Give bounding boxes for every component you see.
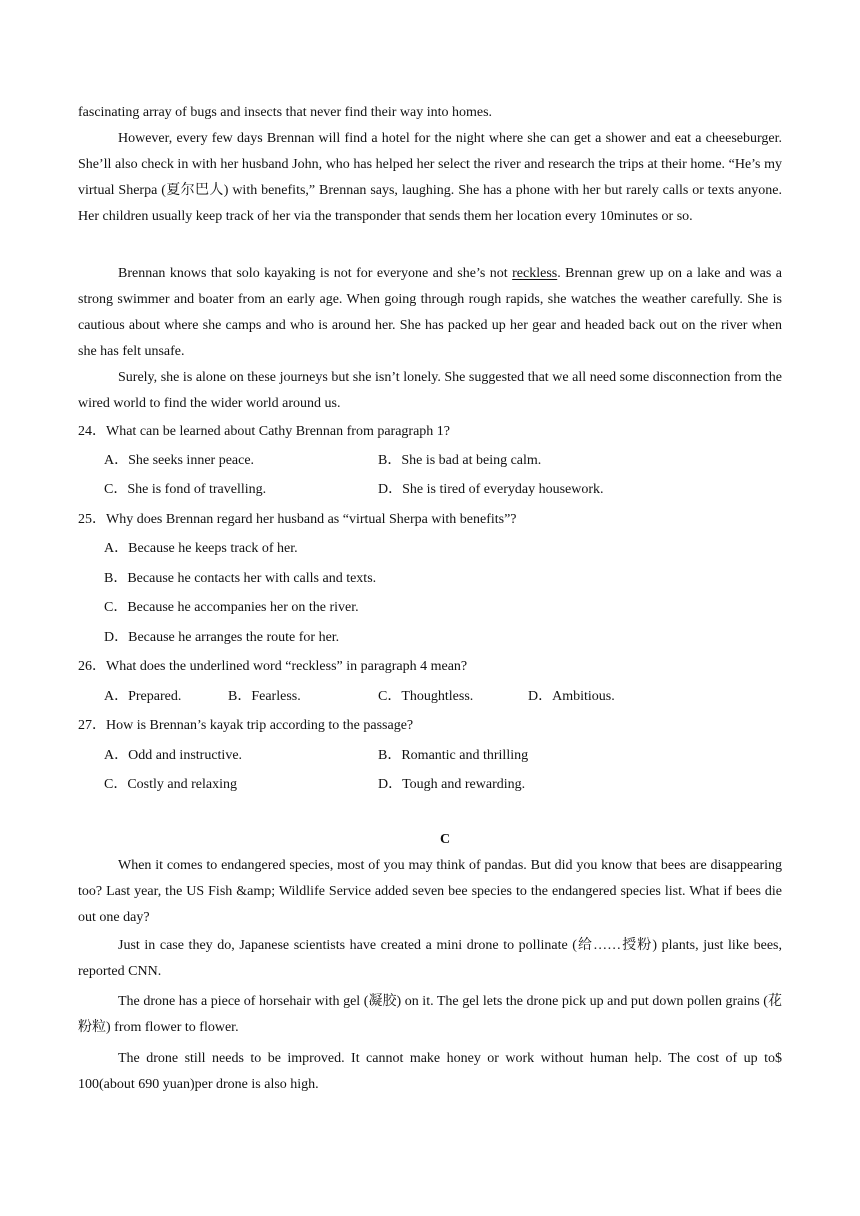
option-c: C．Costly and relaxing bbox=[104, 777, 237, 792]
option-c: C．She is fond of travelling. bbox=[104, 482, 267, 497]
option-b: B．She is bad at being calm. bbox=[378, 453, 542, 468]
question-stem: 24．What can be learned about Cathy Brennan from paragraph 1? bbox=[78, 424, 451, 439]
option-b: B．Fearless. bbox=[228, 689, 301, 704]
question-stem: 25．Why does Brennan regard her husband as “virtual Sherpa with benefits”? bbox=[78, 512, 517, 527]
option-c: C．Because he accompanies her on the river. bbox=[104, 600, 359, 615]
option-d: D．Ambitious. bbox=[528, 689, 615, 704]
option-b: B．Because he contacts her with calls and texts. bbox=[104, 571, 377, 586]
section-heading: C bbox=[439, 832, 451, 847]
question-stem: 26．What does the underlined word “reckless” in paragraph 4 mean? bbox=[78, 659, 468, 674]
option-b: B．Romantic and thrilling bbox=[378, 748, 529, 763]
underlined-word-reckless: reckless bbox=[512, 266, 558, 281]
paragraph-b-3 bbox=[78, 261, 782, 365]
paragraph-b-continued: fascinating array of bugs and insects that never find their way into homes. bbox=[78, 105, 493, 120]
option-d: D．She is tired of everyday housework. bbox=[378, 482, 604, 497]
paragraph-c-3: The drone has a piece of horsehair with gel (凝胶) on it. The gel lets the drone pick up and put down pollen grains (花粉粒) from flower to flower. bbox=[78, 994, 782, 1036]
option-c: C．Thoughtless. bbox=[378, 689, 474, 704]
option-a: A．She seeks inner peace. bbox=[104, 453, 255, 468]
paragraph-c-2: Just in case they do, Japanese scientists have created a mini drone to pollinate (给……授粉) plants, just like bees, reported CNN. bbox=[78, 938, 782, 980]
paragraph-c-1: When it comes to endangered species, most of you may think of pandas. But did you know that bees are disappearing too? Last year, the US Fish &amp; Wildlife Service added seven bee species to the endangered species list. What if bees die out one day? bbox=[78, 858, 782, 926]
paragraph-b-2: However, every few days Brennan will find a hotel for the night where she can get a shower and eat a cheeseburger. She’ll also check in with her husband John, who has helped her select the river and research the trips at their home. “He’s my virtual Sherpa (夏尔巴人) with benefits,” Brennan says, laughing. She has a phone with her but rarely calls or texts anyone. Her children usually keep track of her via the transponder that sends them her location every 10minutes or so. bbox=[78, 131, 782, 225]
option-a: A．Odd and instructive. bbox=[104, 748, 243, 763]
option-a: A．Prepared. bbox=[104, 689, 182, 704]
question-stem: 27．How is Brennan’s kayak trip according to the passage? bbox=[78, 718, 414, 733]
option-d: D．Because he arranges the route for her. bbox=[104, 630, 340, 645]
paragraph-b-4: Surely, she is alone on these journeys but she isn’t lonely. She suggested that we all need some disconnection from the wired world to find the wider world around us. bbox=[78, 370, 782, 412]
paragraph-c-4: The drone still needs to be improved. It cannot make honey or work without human help. The cost of up to$ 100(about 690 yuan)per drone is also high. bbox=[78, 1051, 782, 1093]
paragraph-b-3-part1: Brennan knows that solo kayaking is not for everyone and she’s not bbox=[118, 266, 513, 281]
option-d: D．Tough and rewarding. bbox=[378, 777, 526, 792]
paragraph-b-3-part2: . Brennan grew up on a lake and was a strong swimmer and boater from an early age. When going through rough rapids, she watches the weather carefully. She is cautious about where she camps and who is around her. She has packed up her gear and headed back out on the river when she has felt unsafe. bbox=[78, 266, 783, 360]
option-a: A．Because he keeps track of her. bbox=[104, 541, 298, 556]
